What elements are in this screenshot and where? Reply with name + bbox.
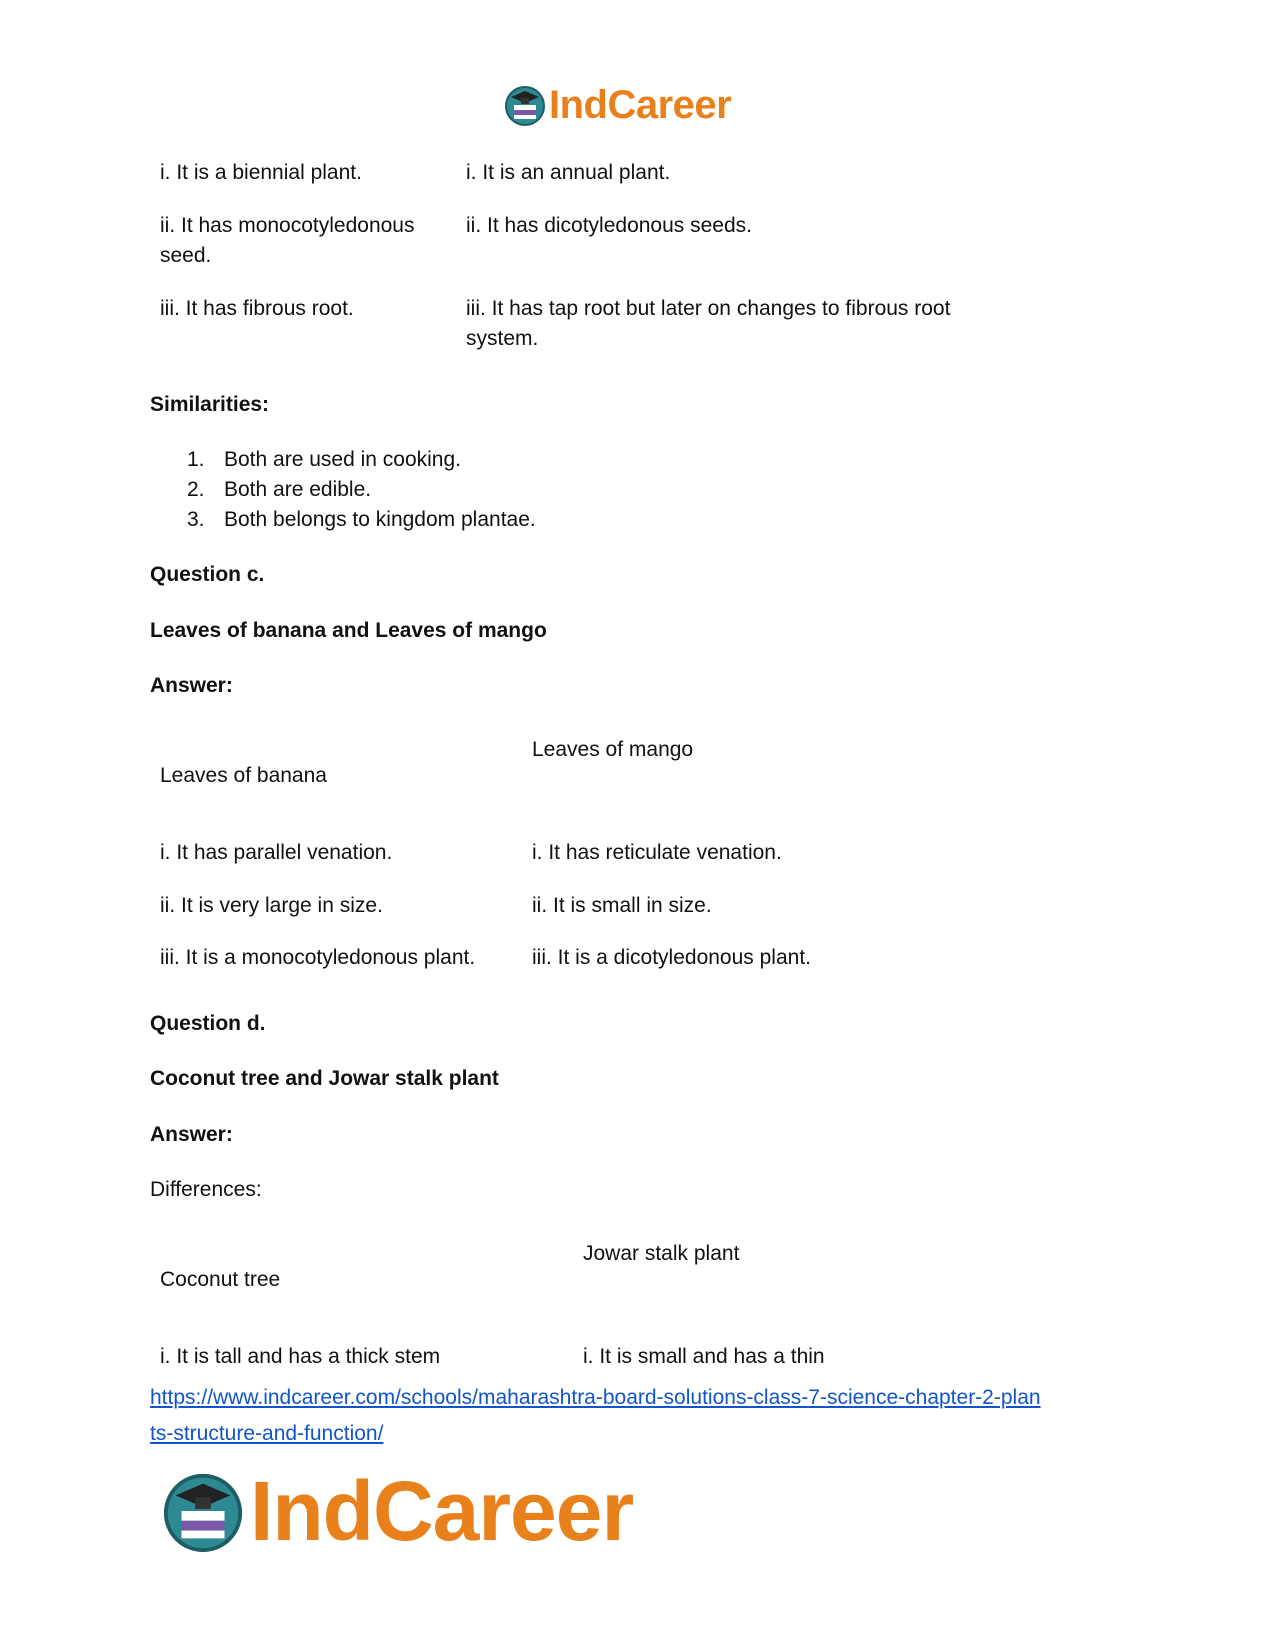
table1-row1-right: i. It is an annual plant. — [466, 161, 671, 184]
footer-url-link[interactable]: https://www.indcareer.com/schools/maharashtra-board-solutions-class-7-science-chapter-2-plan — [150, 1386, 1041, 1409]
globe-cap-icon — [503, 83, 547, 127]
footer-logo — [160, 1466, 633, 1556]
list-item-number: 2. — [187, 478, 205, 501]
list-item-text: Both are edible. — [224, 478, 372, 501]
question-d-col-left-header: Coconut tree — [160, 1268, 281, 1291]
question-c-title: Leaves of banana and Leaves of mango — [150, 619, 547, 642]
question-c-row1-left: i. It has parallel venation. — [160, 841, 393, 864]
list-item — [187, 505, 536, 535]
question-d-differences-label: Differences: — [150, 1178, 262, 1201]
question-d-title: Coconut tree and Jowar stalk plant — [150, 1067, 499, 1090]
question-c-row2-left: ii. It is very large in size. — [160, 894, 383, 917]
question-d-answer-label: Answer: — [150, 1123, 233, 1146]
table1-row3-right: iii. It has tap root but later on changes to fibrous root system. — [466, 297, 951, 350]
table1-row1-left: i. It is a biennial plant. — [160, 161, 362, 184]
table1-row2-right: ii. It has dicotyledonous seeds. — [466, 214, 753, 237]
list-item-text: Both belongs to kingdom plantae. — [224, 508, 536, 531]
similarities-heading: Similarities: — [150, 393, 270, 416]
list-item-number: 3. — [187, 508, 205, 531]
question-c-row3-left: iii. It is a monocotyledonous plant. — [160, 946, 476, 969]
question-c-row2-right: ii. It is small in size. — [532, 894, 712, 917]
question-c-row3-right: iii. It is a dicotyledonous plant. — [532, 946, 811, 969]
list-item-text: Both are used in cooking. — [224, 448, 461, 471]
question-c-row1-right: i. It has reticulate venation. — [532, 841, 782, 864]
question-c-col-right-header: Leaves of mango — [532, 738, 694, 761]
list-item — [187, 475, 371, 505]
question-c-answer-label: Answer: — [150, 674, 233, 697]
question-d-row1-left: i. It is tall and has a thick stem — [160, 1345, 441, 1368]
table1-row2-left: ii. It has monocotyledonous seed. — [160, 214, 415, 267]
question-d-label: Question d. — [150, 1012, 266, 1035]
question-d-col-right-header: Jowar stalk plant — [583, 1242, 740, 1265]
list-item — [187, 445, 461, 475]
logo-wordmark: IndCareer — [549, 83, 732, 127]
table1-row3-left: iii. It has fibrous root. — [160, 297, 354, 320]
footer-url-link-continued[interactable]: ts-structure-and-function/ — [150, 1422, 384, 1445]
question-c-col-left-header: Leaves of banana — [160, 764, 327, 787]
question-d-row1-right: i. It is small and has a thin — [583, 1345, 825, 1368]
header-logo — [503, 80, 731, 130]
list-item-number: 1. — [187, 448, 205, 471]
question-c-label: Question c. — [150, 563, 265, 586]
logo-wordmark: IndCareer — [250, 1464, 634, 1558]
globe-cap-icon — [160, 1468, 246, 1554]
